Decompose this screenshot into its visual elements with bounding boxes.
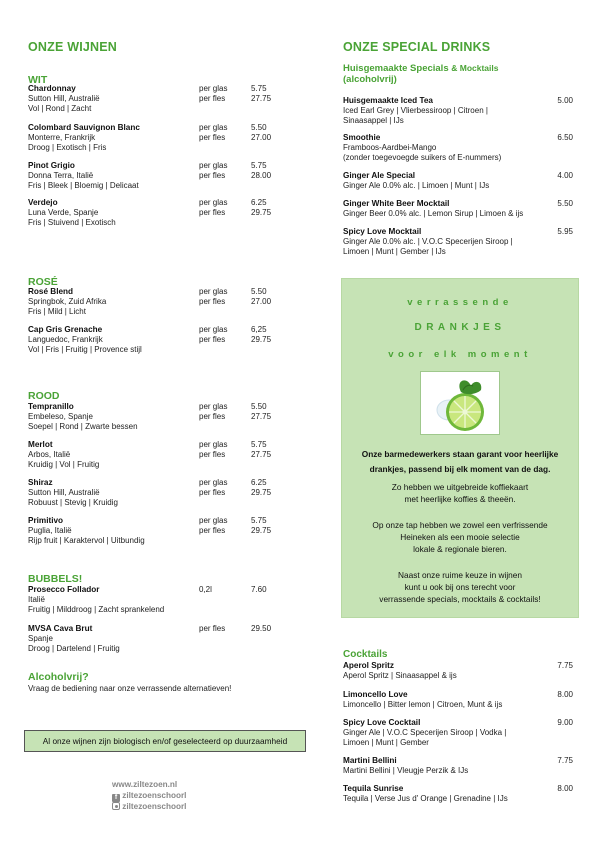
wine-name: Prosecco Follador <box>28 585 100 594</box>
cocktail-name: Martini Bellini <box>343 756 397 765</box>
cocktail-desc: Limoncello | Bitter lemon | Citroen, Munt & ijs <box>343 700 503 709</box>
promo-p3a: Naast onze ruime keuze in wijnen <box>397 570 523 580</box>
drink-item <box>343 171 573 191</box>
cocktail-item <box>343 784 573 804</box>
promo-p1 <box>342 481 578 505</box>
wine-taste: Droog | Dartelend | Fruitig <box>28 644 120 653</box>
cocktail-item <box>343 690 573 710</box>
wine-taste: Kruidig | Vol | Fruitig <box>28 460 100 469</box>
cocktail-desc: Martini Bellini | Vleugje Perzik & IJs <box>343 766 469 775</box>
wine-price: 28.00 <box>251 171 272 180</box>
wine-item <box>28 478 288 508</box>
sustainability-notice: Al onze wijnen zijn biologisch en/of geselecteerd op duurzaamheid <box>24 730 306 752</box>
drink-desc: Iced Earl Grey | Vlierbessiroop | Citroen | <box>343 106 488 115</box>
instagram-line[interactable] <box>112 802 186 813</box>
wine-name: Merlot <box>28 440 53 449</box>
wine-unit: 0,2l <box>199 585 212 594</box>
facebook-line[interactable] <box>112 791 186 802</box>
wine-price: 5.50 <box>251 123 267 132</box>
promo-bold-1: Onze barmedewerkers staan garant voor heerlijke <box>361 449 559 459</box>
wine-taste: Vol | Fris | Fruitig | Provence stijl <box>28 345 142 354</box>
wine-price: 27.00 <box>251 133 272 142</box>
special-title: ONZE SPECIAL DRINKS <box>343 40 491 54</box>
lime-mint-image <box>420 371 500 435</box>
wine-item <box>28 440 288 470</box>
wine-item <box>28 161 288 191</box>
promo-p2c: lokale & regionale bieren. <box>413 544 507 554</box>
wine-unit: per glas <box>199 84 228 93</box>
lime-icon <box>421 372 499 434</box>
drink-name: Spicy Love Mocktail <box>343 227 422 236</box>
wine-unit: per fles <box>199 335 226 344</box>
wine-unit: per glas <box>199 325 228 334</box>
promo-p2b: Heineken als een mooie selectie <box>400 532 520 542</box>
wine-origin: Languedoc, Frankrijk <box>28 335 103 344</box>
cocktail-item <box>343 661 573 681</box>
wine-origin: Donna Terra, Italië <box>28 171 94 180</box>
wine-name: Shiraz <box>28 478 53 487</box>
promo-bold <box>342 448 578 475</box>
wine-taste: Soepel | Rond | Zwarte bessen <box>28 422 138 431</box>
wine-origin: Springbok, Zuid Afrika <box>28 297 107 306</box>
wine-unit: per glas <box>199 478 228 487</box>
wine-taste: Fris | Stuivend | Exotisch <box>28 218 116 227</box>
wine-item <box>28 516 288 546</box>
cocktail-desc: Tequila | Verse Jus d' Orange | Grenadine | IJs <box>343 794 508 803</box>
wine-unit: per fles <box>199 450 226 459</box>
wine-name: Primitivo <box>28 516 64 525</box>
subtitle-rest: & Mocktails <box>451 63 499 73</box>
website-line[interactable] <box>112 780 186 791</box>
drink-name: Smoothie <box>343 133 381 142</box>
wine-origin: Luna Verde, Spanje <box>28 208 99 217</box>
wine-price: 29.75 <box>251 335 272 344</box>
wine-taste: Fris | Bleek | Bloemig | Delicaat <box>28 181 139 190</box>
drink-price: 6.50 <box>557 133 573 142</box>
cocktail-price: 7.75 <box>557 756 573 765</box>
wine-price: 6.25 <box>251 478 267 487</box>
drink-desc: (zonder toegevoegde suikers of E-nummers) <box>343 153 502 162</box>
wine-origin: Sutton Hill, Australië <box>28 94 100 103</box>
wine-price: 29.75 <box>251 488 272 497</box>
wine-unit: per glas <box>199 516 228 525</box>
wine-price: 5.50 <box>251 287 267 296</box>
promo-line1: verrassende <box>407 297 513 308</box>
drink-desc: Sinaasappel | IJs <box>343 116 404 125</box>
promo-p3 <box>342 569 578 605</box>
facebook-icon: f <box>112 794 120 802</box>
cocktail-name: Tequila Sunrise <box>343 784 404 793</box>
section-heading-rose: ROSÉ <box>28 276 58 288</box>
wine-price: 5.50 <box>251 402 267 411</box>
wine-unit: per glas <box>199 161 228 170</box>
wine-price: 29.50 <box>251 624 272 633</box>
drink-name: Ginger White Beer Mocktail <box>343 199 450 208</box>
wine-name: Chardonnay <box>28 84 76 93</box>
wine-price: 27.75 <box>251 412 272 421</box>
wine-unit: per fles <box>199 488 226 497</box>
drink-item <box>343 227 573 257</box>
cocktails-heading: Cocktails <box>343 649 388 660</box>
wine-price: 5.75 <box>251 84 267 93</box>
cocktail-item <box>343 718 573 748</box>
wine-origin: Embeleso, Spanje <box>28 412 93 421</box>
wine-origin: Italië <box>28 595 45 604</box>
wine-unit: per glas <box>199 402 228 411</box>
cocktail-item <box>343 756 573 776</box>
wine-name: Verdejo <box>28 198 58 207</box>
wine-item <box>28 123 288 153</box>
drink-item <box>343 96 573 126</box>
alcoholvrij-heading: Alcoholvrij? <box>28 671 89 683</box>
cocktail-name: Limoncello Love <box>343 690 408 699</box>
cocktail-name: Spicy Love Cocktail <box>343 718 421 727</box>
wine-origin: Puglia, Italië <box>28 526 72 535</box>
wine-origin: Spanje <box>28 634 53 643</box>
wine-unit: per fles <box>199 171 226 180</box>
wine-unit: per fles <box>199 133 226 142</box>
wine-unit: per fles <box>199 412 226 421</box>
wine-taste: Fruitig | Milddroog | Zacht sprankelend <box>28 605 165 614</box>
drink-item <box>343 199 573 219</box>
cocktail-price: 9.00 <box>557 718 573 727</box>
wine-unit: per fles <box>199 624 226 633</box>
wine-item <box>28 84 288 114</box>
wine-item <box>28 402 288 432</box>
wine-item <box>28 325 288 355</box>
drink-item <box>343 133 573 163</box>
wine-price: 29.75 <box>251 526 272 535</box>
cocktail-price: 8.00 <box>557 784 573 793</box>
wine-name: Pinot Grigio <box>28 161 75 170</box>
wine-item <box>28 287 288 317</box>
wine-taste: Droog | Exotisch | Fris <box>28 143 107 152</box>
wine-unit: per glas <box>199 123 228 132</box>
drink-name: Huisgemaakte Iced Tea <box>343 96 433 105</box>
wine-unit: per glas <box>199 287 228 296</box>
special-subtitle <box>343 63 499 85</box>
cocktail-desc: Limoen | Munt | Gember <box>343 738 429 747</box>
wine-name: Rosé Blend <box>28 287 74 296</box>
wine-unit: per glas <box>199 440 228 449</box>
wine-item <box>28 624 288 654</box>
cocktail-price: 7.75 <box>557 661 573 670</box>
wine-price: 27.75 <box>251 94 272 103</box>
promo-p2a: Op onze tap hebben we zowel een verfrissende <box>372 520 548 530</box>
promo-line2: DRANKJES <box>414 322 506 333</box>
subtitle-line2: (alcoholvrij) <box>343 74 397 85</box>
wine-price: 27.75 <box>251 450 272 459</box>
drink-price: 5.95 <box>557 227 573 236</box>
cocktail-price: 8.00 <box>557 690 573 699</box>
promo-box <box>341 278 579 618</box>
wine-price: 29.75 <box>251 208 272 217</box>
wine-price: 27.00 <box>251 297 272 306</box>
wine-name: Colombard Sauvignon Blanc <box>28 123 140 132</box>
drink-desc: Limoen | Munt | Gember | IJs <box>343 247 446 256</box>
drink-price: 4.00 <box>557 171 573 180</box>
instagram-icon <box>112 802 120 810</box>
website-text[interactable]: www.ziltezoen.nl <box>112 780 178 789</box>
wine-item <box>28 198 288 228</box>
wine-origin: Monterre, Frankrijk <box>28 133 96 142</box>
wine-origin: Arbos, Italië <box>28 450 71 459</box>
drink-price: 5.00 <box>557 96 573 105</box>
wine-price: 7.60 <box>251 585 267 594</box>
drink-desc: Ginger Beer 0.0% alc. | Lemon Sirup | Limoen & ijs <box>343 209 524 218</box>
alcoholvrij-text: Vraag de bediening naar onze verrassende alternatieven! <box>28 684 232 693</box>
promo-bold-2: drankjes, passend bij elk moment van de dag. <box>369 464 551 474</box>
wine-unit: per fles <box>199 94 226 103</box>
cocktail-name: Aperol Spritz <box>343 661 394 670</box>
promo-p1b: met heerlijke koffies & theeën. <box>404 494 516 504</box>
wine-taste: Robuust | Stevig | Kruidig <box>28 498 118 507</box>
cocktail-desc: Ginger Ale | V.O.C Specerijen Siroop | Vodka | <box>343 728 507 737</box>
section-heading-wit: WIT <box>28 74 48 86</box>
drink-name: Ginger Ale Special <box>343 171 416 180</box>
instagram-handle[interactable]: ziltezoenschoorl <box>122 802 187 811</box>
drink-price: 5.50 <box>557 199 573 208</box>
wine-price: 6,25 <box>251 325 267 334</box>
promo-p2 <box>342 519 578 555</box>
drink-desc: Ginger Ale 0.0% alc. | Limoen | Munt | IJs <box>343 181 490 190</box>
wine-item <box>28 585 288 615</box>
wine-unit: per glas <box>199 198 228 207</box>
wine-taste: Fris | Mild | Licht <box>28 307 86 316</box>
facebook-handle[interactable]: ziltezoenschoorl <box>122 791 187 800</box>
section-heading-rood: ROOD <box>28 390 60 402</box>
promo-line3: voor elk moment <box>388 349 532 360</box>
wine-price: 5.75 <box>251 161 267 170</box>
wine-unit: per fles <box>199 526 226 535</box>
social-block <box>112 780 186 813</box>
wine-price: 5.75 <box>251 440 267 449</box>
wine-name: MVSA Cava Brut <box>28 624 93 633</box>
promo-p3c: verrassende specials, mocktails & cocktails! <box>379 594 541 604</box>
section-heading-bubbels: BUBBELS! <box>28 573 83 585</box>
wine-unit: per fles <box>199 208 226 217</box>
promo-p3b: kunt u ook bij ons terecht voor <box>404 582 516 592</box>
wine-taste: Rijp fruit | Karaktervol | Uitbundig <box>28 536 145 545</box>
wines-title: ONZE WIJNEN <box>28 40 118 54</box>
wine-price: 6.25 <box>251 198 267 207</box>
wine-origin: Sutton Hill, Australië <box>28 488 100 497</box>
promo-p1a: Zo hebben we uitgebreide koffiekaart <box>391 482 529 492</box>
wine-name: Tempranillo <box>28 402 74 411</box>
drink-desc: Ginger Ale 0.0% alc. | V.O.C Specerijen Siroop | <box>343 237 513 246</box>
wine-unit: per fles <box>199 297 226 306</box>
subtitle-bold: Huisgemaakte Specials <box>343 63 449 74</box>
wine-price: 5.75 <box>251 516 267 525</box>
wine-name: Cap Gris Grenache <box>28 325 103 334</box>
wine-taste: Vol | Rond | Zacht <box>28 104 92 113</box>
drink-desc: Framboos-Aardbei-Mango <box>343 143 437 152</box>
cocktail-desc: Aperol Spritz | Sinaasappel & ijs <box>343 671 457 680</box>
